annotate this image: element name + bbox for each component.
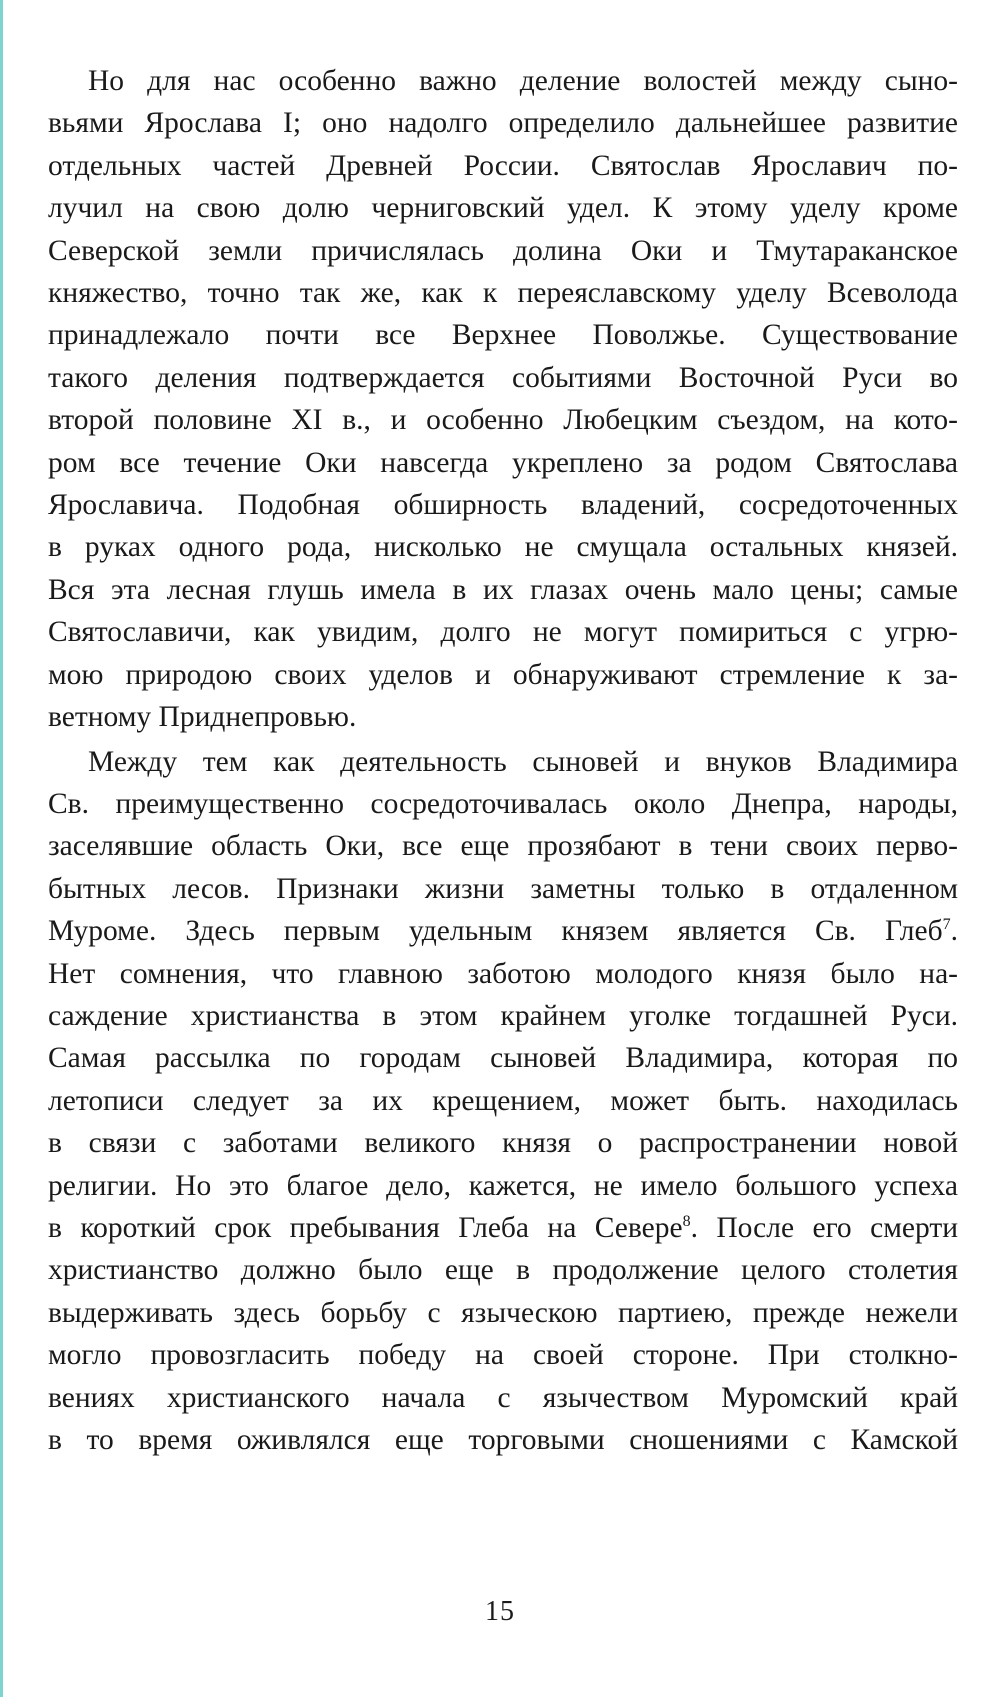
text-line: в то время оживлялся еще торговыми сношениями с Камской bbox=[48, 1424, 958, 1456]
text-line: второй половине XI в., и особенно Любецким съездом, на кото- bbox=[48, 404, 958, 437]
text-line: Св. преимущественно сосредоточивалась около Днепра, народы, bbox=[48, 787, 958, 820]
text-line: выдерживать здесь борьбу с языческою партиею, прежде нежели bbox=[48, 1296, 958, 1329]
text-line: могло провозгласить победу на своей стороне. При столкно- bbox=[48, 1339, 958, 1372]
footnote-marker: 8 bbox=[682, 1213, 691, 1231]
text-line: бытных лесов. Признаки жизни заметны только в отдаленном bbox=[48, 872, 958, 905]
text-line: Между тем как деятельность сыновей и внуков Владимира bbox=[88, 745, 958, 778]
text-line: такого деления подтверждается событиями Восточной Руси во bbox=[48, 361, 958, 394]
scan-edge-strip bbox=[0, 0, 3, 1697]
text-line: религии. Но это благое дело, кажется, не имело большого успеха bbox=[48, 1169, 958, 1202]
text-line: христианство должно было еще в продолжение целого столетия bbox=[48, 1254, 958, 1287]
body-text bbox=[48, 60, 958, 1461]
text-line: Нет сомнения, что главною заботою молодого князя было на- bbox=[48, 957, 958, 990]
text-line: мою природою своих уделов и обнаруживают стремление к за- bbox=[48, 658, 958, 691]
text-line: ром все течение Оки навсегда укреплено за родом Святослава bbox=[48, 446, 958, 479]
text-line: саждение христианства в этом крайнем уголке тогдашней Руси. bbox=[48, 999, 958, 1032]
paragraph-1 bbox=[48, 60, 958, 739]
text-line: Вся эта лесная глушь имела в их глазах очень мало цены; самые bbox=[48, 573, 958, 606]
text-line: летописи следует за их крещением, может быть. находилась bbox=[48, 1084, 958, 1117]
text-line: Святославичи, как увидим, долго не могут помириться с угрю- bbox=[48, 616, 958, 649]
text-line-with-footnote bbox=[48, 1207, 958, 1249]
text-line: княжество, точно так же, как к переяславскому уделу Всеволода bbox=[48, 277, 958, 310]
text-line: ветному Приднепровью. bbox=[48, 701, 357, 734]
text-fragment: Муроме. Здесь первым удельным князем является Св. Глеб bbox=[48, 915, 943, 948]
text-line: Самая рассылка по городам сыновей Владимира, которая по bbox=[48, 1042, 958, 1075]
page-number: 15 bbox=[485, 1596, 515, 1627]
footnote-marker: 7 bbox=[942, 916, 951, 934]
text-line: Ярославича. Подобная обширность владений, сосредоточенных bbox=[48, 489, 958, 522]
text-line: лучил на свою долю черниговский удел. К этому уделу кроме bbox=[48, 192, 958, 225]
text-line: в связи с заботами великого князя о распространении новой bbox=[48, 1127, 958, 1160]
text-fragment: . bbox=[950, 915, 958, 948]
text-line-with-footnote bbox=[48, 910, 958, 952]
paragraph-2 bbox=[48, 741, 958, 1462]
text-line: вениях христианского начала с язычеством Муромский край bbox=[48, 1381, 958, 1414]
text-fragment: в короткий срок пребывания Глеба на Севере bbox=[48, 1211, 683, 1244]
text-line: заселявшие область Оки, все еще прозябают в тени своих перво- bbox=[48, 830, 958, 863]
text-line: в руках одного рода, нисколько не смущала остальных князей. bbox=[48, 531, 958, 564]
text-line: Северской земли причислялась долина Оки и Тмутараканское bbox=[48, 234, 958, 267]
text-line: принадлежало почти все Верхнее Поволжье. Существование bbox=[48, 319, 958, 352]
text-fragment: . После его смерти bbox=[690, 1211, 958, 1244]
text-line: Но для нас особенно важно деление волостей между сыно- bbox=[88, 65, 958, 97]
text-line: вьями Ярослава I; оно надолго определило дальнейшее развитие bbox=[48, 107, 958, 140]
text-line: отдельных частей Древней России. Святослав Ярославич по- bbox=[48, 149, 958, 182]
